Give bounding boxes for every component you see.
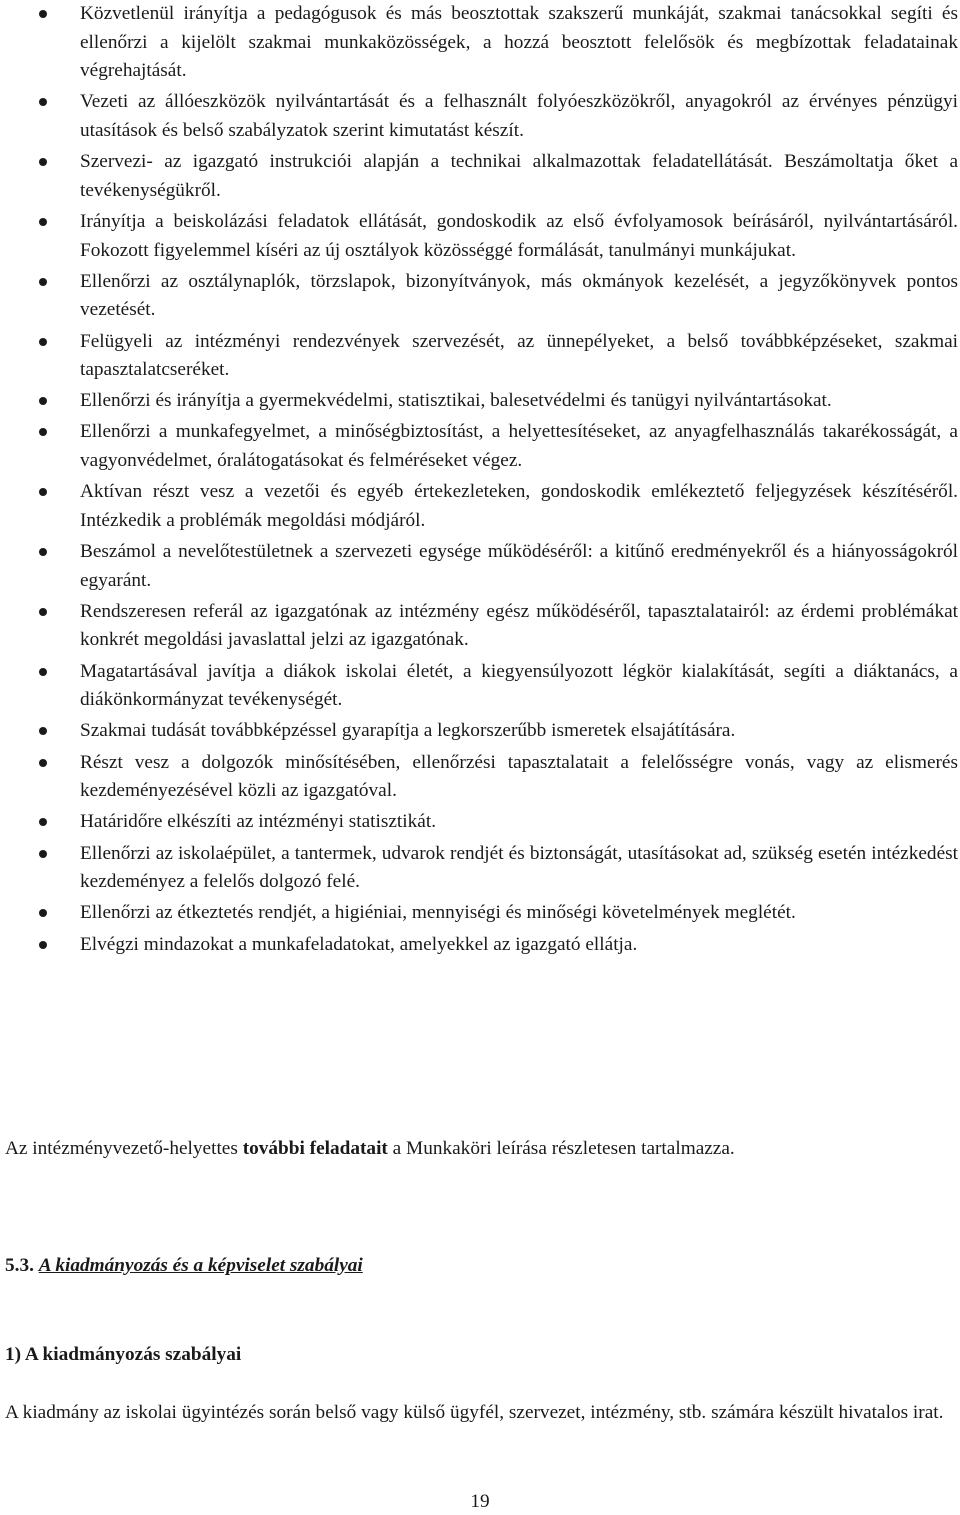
paragraph-text-after: a Munkaköri leírása részletesen tartalmazza. [387, 1138, 735, 1159]
list-item: Ellenőrzi az osztálynaplók, törzslapok, bizonyítványok, más okmányok kezelését, a jegyzőkönyvek pontos vezetését. [0, 268, 960, 325]
list-item: Ellenőrzi a munkafegyelmet, a minőségbiztosítást, a helyettesítéseket, az anyagfelhasználás takarékosságát, a vagyonvédelmet, óralátogatásokat és felméréseket végez. [0, 418, 960, 475]
further-duties-paragraph [5, 1135, 958, 1164]
list-item: Irányítja a beiskolázási feladatok ellátását, gondoskodik az első évfolyamosok beírásáról, nyilvántartásáról. Fokozott figyelemmel kíséri az új osztályok közösséggé formálását, tanulmányi munkájukat. [0, 208, 960, 265]
list-item: Rendszeresen referál az igazgatónak az intézmény egész működéséről, tapasztalatairól: az érdemi problémákat konkrét megoldási javaslattal jelzi az igazgatónak. [0, 598, 960, 655]
paragraph-bold-text: további feladatait [242, 1138, 388, 1159]
definition-paragraph: A kiadmány az iskolai ügyintézés során belső vagy külső ügyfél, szervezet, intézmény, stb. számára készült hivatalos irat. [5, 1402, 944, 1423]
paragraph-text-before: Az intézményvezető-helyettes [5, 1138, 243, 1159]
list-item: Közvetlenül irányítja a pedagógusok és más beosztottak szakszerű munkáját, szakmai tanácsokkal segíti és ellenőrzi a kijelölt szakmai munkaközösségek, a hozzá beosztott felelősök és megbízottak feladatainak végrehajtását. [0, 0, 960, 86]
list-item: Elvégzi mindazokat a munkafeladatokat, amelyekkel az igazgató ellátja. [0, 931, 960, 960]
list-item: Magatartásával javítja a diákok iskolai életét, a kiegyensúlyozott légkör kialakítását, segíti a diáktanács, a diákönkormányzat tevékenységét. [0, 658, 960, 715]
section-heading [5, 1252, 363, 1280]
list-item: Vezeti az állóeszközök nyilvántartását és a felhasznált folyóeszközökről, anyagokról az érvényes pénzügyi utasítások és belső szabályzatok szerint kimutatást készít. [0, 88, 960, 145]
list-item: Szakmai tudását továbbképzéssel gyarapítja a legkorszerűbb ismeretek elsajátítására. [0, 717, 960, 746]
list-item: Felügyeli az intézményi rendezvények szervezését, az ünnepélyeket, a belső továbbképzéseket, szakmai tapasztalatcseréket. [0, 328, 960, 385]
section-number: 5.3. [5, 1255, 34, 1276]
list-item: Aktívan részt vesz a vezetői és egyéb értekezleteken, gondoskodik emlékeztető feljegyzések készítéséről. Intézkedik a problémák megoldási módjáról. [0, 478, 960, 535]
list-item: Részt vesz a dolgozók minősítésében, ellenőrzési tapasztalatait a felelősségre vonás, vagy az elismerés kezdeményezésével közli az igazgatóval. [0, 749, 960, 806]
list-item: Szervezi- az igazgató instrukciói alapján a technikai alkalmazottak feladatellátását. Beszámoltatja őket a tevékenységükről. [0, 148, 960, 205]
list-item: Határidőre elkészíti az intézményi statisztikát. [0, 808, 960, 837]
section-title: A kiadmányozás és a képviselet szabályai [38, 1255, 363, 1276]
page-number: 19 [470, 1491, 490, 1512]
list-item: Beszámol a nevelőtestületnek a szervezeti egysége működéséről: a kitűnő eredményekről és a hiányosságokról egyaránt. [0, 538, 960, 595]
list-item: Ellenőrzi az étkeztetés rendjét, a higiéniai, mennyiségi és minőségi követelmények meglétét. [0, 899, 960, 928]
list-item: Ellenőrzi az iskolaépület, a tantermek, udvarok rendjét és biztonságát, utasításokat ad, szükség esetén intézkedést kezdeményez a felelős dolgozó felé. [0, 840, 960, 897]
subsection-heading: 1) A kiadmányozás szabályai [5, 1344, 242, 1365]
list-item: Ellenőrzi és irányítja a gyermekvédelmi, statisztikai, balesetvédelmi és tanügyi nyilvántartásokat. [0, 387, 960, 416]
